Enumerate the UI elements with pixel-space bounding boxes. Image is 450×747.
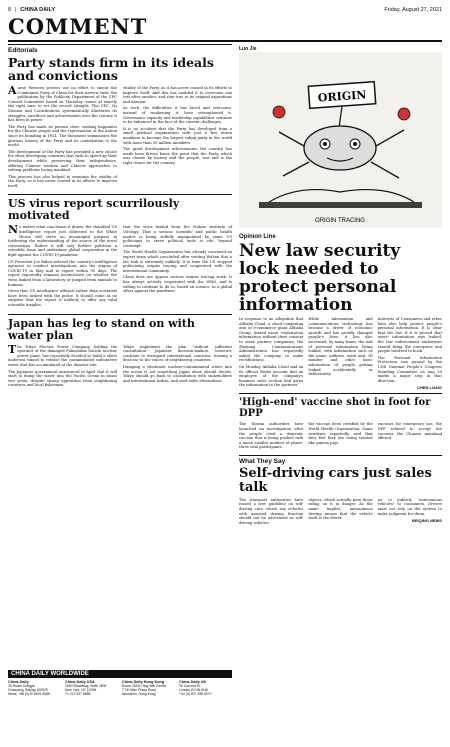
editorial-japan-body: The Tokyo Electric Power Company, holding the operator of the damaged Fukushima Daiichi nuclear power plant, has reportedly decided to build a sheet undersea tunnel to release the contaminated radioactive water that has accumulated at the disaster site. The Japanese government announced in April that it will start to dump the water into the Pacific Ocean in about two years, despite strong opposition from neighboring countries and local fishermen. Tokyo implement the plan "without sufficient consultation". Japanese decision-makers, however, continue to disregard international concerns, turning a deaf ear to the voices of neighboring countries. Dumping a wholesale nuclear-contaminated water into the ocean is not something Japan alone should decide. Tokyo should go back to consultation with stakeholders and international bodies, and seek safer alternatives.: [8, 342, 232, 388]
top-bar-left: [8, 7, 55, 13]
self-driving-headline: Self-driving cars just sales talk: [239, 465, 432, 495]
cartoon-sign-text: ORIGIN: [317, 88, 367, 105]
vaccine-headline: 'High-end' vaccine shot in foot for DPP: [239, 393, 442, 419]
top-bar: [8, 6, 442, 14]
self-driving-body: The transport authorities have issued a new guideline on self-driving cars, which say vehicles with assisted driving function should not be advertised as self-driving vehicles. objects, which actually pose those riding on it in danger. As the name implies, autonomous driving means that the vehicle itself is the driver. jor to publicly "autonomous vehicles" to consumers. Drivers must not rely on the system to make judgment for them. BEIQING NEWS: [239, 497, 442, 525]
section-label-editorials: Editorials: [8, 44, 232, 54]
editorial-headline-party: Party stands firm in its ideals and convictions: [8, 55, 214, 83]
opinion-body: In response to an allegation that Alibaba Cloud, a cloud computing arm of e-commerce giant Alibaba Group, leaked users' registration information without their consent to some partner companies, the Zhejiang Communications Administration has reportedly asked the company to make rectifications. On Monday, Alibaba Cloud said on its official Weibo account that an employee of the company's business sales section had given the information to the partners. While information and communications technology has become a driver of economic growth and has greatly changed people's lives, it has also increased, by many times, the risk of personal information being leaked, with information such as the name, address, work unit, ID number and other basic information of people getting leaked accidentally or deliberately. Interests of Consumers and other laws also help protect people's personal information. It is clear that the law, if it is proved that users' information was leaked, the law enforcement authorities should bring the enterprise and people involved to book. The Personal Information Protection Law passed by the 13th National People's Congress Standing Committee on Aug 20 marks a major step in that direction. CHEN LIANG: [239, 317, 442, 391]
section-label-opinion: Opinion Line: [239, 234, 276, 240]
editorial-virus-body: No matter what conclusion it draws, the classified US intelligence report just delivered to the White House will serve no meaningful purpose in furthering the understanding of the source of the novel coronavirus. Rather it will only further politicize a scientific issue and undermine global cooperation in the fight against the COVID-19 pandemic. US President Joe Biden ordered the country's intelligence agencies to conduct investigations into the origins of COVID-19 in May and to report within 90 days. The report reportedly remains inconclusive on whether the virus leaked from a laboratory or jumped from animals to humans. Given that US intelligence officials rather than scientists have been tasked with the probe, it should come as no surprise that the report is unlikely to offer any valid scientific insights. that the virus leaked from the Wuhan Institute of Virology. That a serious scientific and public health matter is being wilfully manipulated by some US politicians to serve political ends is vile, beyond contempt. The World Health Organization has already convened an expert team which concluded after visiting Wuhan that a lab leak is extremely unlikely. It is time the US stopped politicizing origins tracing and cooperated with the international community. China does not oppose serious origins tracing work. It has always actively cooperated with the WHO, and is willing to continue to do so, based on science, in a global effort against the pandemic.: [8, 223, 232, 307]
cartoon-svg: [239, 52, 442, 228]
editorial-party-body: Anese Western powers use no effort to smear the Communist Party of China for their narrow ends, the publication by the Publicity Department of the CPC Central Committee based on Thursday comes at exactly the right time to set the record straight. The CPC: Its Mission and Contributions systematically illustrates its struggles, sacrifices and achievements over the century it has been in power. The Party has made its pursuit clear: seeking happiness for the Chinese people and the rejuvenation of the nation since its founding in 1921. The document summarizes the glorious history of the Party and its contribution to the world. The development of the Party has provided a new choice for other developing countries that wish to speed up their development while preserving their independence, offering Chinese wisdom and Chinese approaches to solving problems facing mankind. This process has also helped to maintain the vitality of the Party, as it has never ceased in its efforts to improve itself. vitality of the Party, as it has never ceased in its efforts to improve itself. And this has enabled it to overcome one test after another, and stay true to its original aspirations and mission. As such, the difficulties it has faced and overcome, instead of weakening it, have strengthened it. Governance capacity and leadership capabilities continue to be enhanced in the face of the current challenges. It is no accident that the Party has developed from a small political organization with just a few dozen members to become the largest ruling party in the world with more than 95 million members. The great development achievements the country has made have driven home the point that the Party, which was chosen by history and the people, was and is the right choice for the country.: [8, 84, 232, 188]
office-0: China Daily 15 Huixin Dongjie Chaoyang, Beijing 100029 News: +86 (0)10 6491 8366: [8, 680, 50, 696]
left-column: [8, 44, 232, 527]
right-column: [239, 44, 442, 527]
opinion-headline: New law security lock needed to protect personal information: [239, 241, 401, 315]
issue-date: Friday, August 27, 2021: [384, 7, 442, 13]
footer-title: CHINA DAILY WORLDWIDE: [8, 670, 232, 678]
editorial-headline-japan: Japan has leg to stand on with water plan: [8, 314, 232, 342]
main-columns: [8, 44, 442, 527]
footer-grid: [8, 680, 232, 696]
page-number: 8: [8, 7, 12, 13]
cartoon-caption: ORIGIN TRACING: [315, 218, 365, 224]
office-1: China Daily USA 1500 Broadway, Suite 2800 New York, NY 10036 +1 212 537 8888: [65, 680, 107, 696]
opinion-byline: CHEN LIANG: [417, 385, 442, 391]
masthead-rule: [8, 40, 442, 42]
image-credit: Luo Jie: [239, 46, 257, 52]
separator-icon: |: [15, 7, 17, 13]
cartoon-illustration-icon: [239, 52, 442, 228]
masthead: COMMENT: [8, 14, 148, 39]
self-driving-byline: BEIQING NEWS: [411, 518, 442, 524]
office-2: China Daily Hong Kong Room 1818, Hing Wai Centre 7 Tin Wan Praya Road Aberdeen, Hong Kong: [122, 680, 167, 696]
paper-name: CHINA DAILY: [20, 7, 56, 13]
section-label-what-they-say: What They Say: [239, 455, 442, 465]
office-3: China Daily UK 90 Cannon St London EC4N 6HA +44 (0) 207 398 8270: [179, 680, 212, 696]
editorial-headline-virus: US virus report scurrilously motivated: [8, 194, 232, 222]
vaccine-body: The Taiwan authorities have launched an investigation after the people cited a domestic vaccine that is being pushed with a much smaller number of phase-three trial participants. the vaccine been certified by the World Health Organization. Some residents reportedly said that they feel they are being treated like guinea pigs. vaccines for emergency use, the DPP refused to accept the vaccines the Chinese mainland offered.: [239, 422, 442, 450]
footer-offices: [8, 670, 232, 696]
